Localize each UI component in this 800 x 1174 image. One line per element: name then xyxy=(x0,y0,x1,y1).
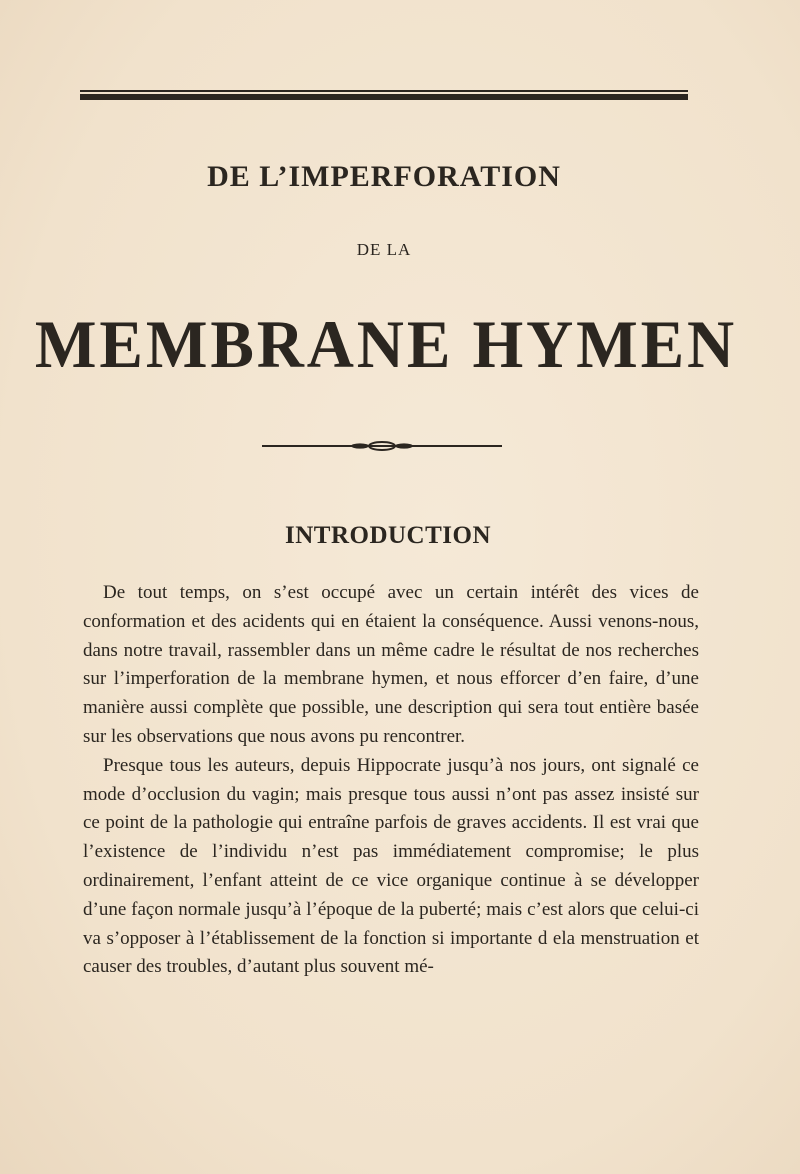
paragraph-1: De tout temps, on s’est occupé avec un certain intérêt des vices de conformation et des acidents qui en étaient la conséquence. Aussi venons-nous, dans notre travail, rassembler dans un même cadre le résultat de nos recherches sur l’imperforation de la membrane hymen, et nous efforcer d’en faire, d’une manière aussi complète que possible, une description qui sera tout entière basée sur les observations que nous avons pu rencontrer. xyxy=(83,582,699,747)
top-double-rule xyxy=(80,90,688,100)
title-line-2: DE LA xyxy=(356,240,412,259)
body-text xyxy=(83,579,699,982)
title-line-3: MEMBRANE HYMEN xyxy=(34,306,738,382)
ornamental-divider xyxy=(262,439,502,453)
paragraph-2: Presque tous les auteurs, depuis Hippocrate jusqu’à nos jours, ont signalé ce mode d’occlusion du vagin; mais presque tous aussi n’ont pas assez insisté sur ce point de la pathologie qui entraîne parfois de graves accidents. Il est vrai que l’existence de l’individu n’est pas immédiatement compromise; le plus ordinairement, l’enfant atteint de ce vice organique continue à se développer d’une façon normale jusqu’à l’époque de la puberté; mais c’est alors que celui-ci va s’opposer à l’établissement de la fonction si importante d ela menstruation et causer des troubles, d’autant plus souvent mé- xyxy=(83,754,699,978)
section-heading: INTRODUCTION xyxy=(284,522,492,549)
top-rule-thin xyxy=(80,90,688,92)
title-line-1: DE L’IMPERFORATION xyxy=(207,160,561,193)
top-rule-thick xyxy=(80,94,688,100)
